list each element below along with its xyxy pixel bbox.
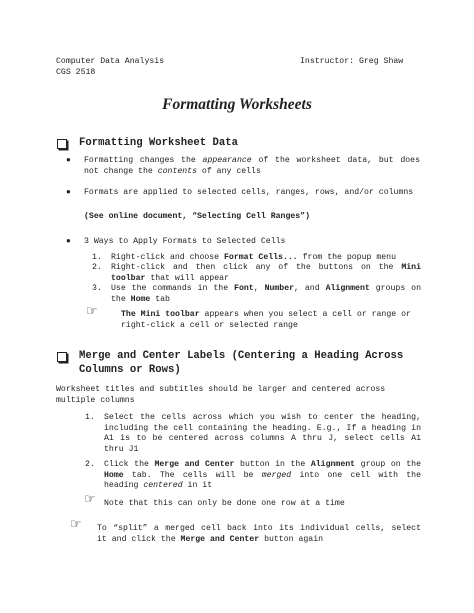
note-mini-toolbar: The Mini toolbar appears when you select a cell or range or right-click a cell or selected range [121, 310, 411, 330]
bullet-icon: ● [66, 156, 71, 165]
item-number: 1. [85, 413, 95, 422]
step-right-click-format-cells: Right-click and choose Format Cells... from the popup menu [111, 253, 396, 262]
step-use-commands: Use the commands in the Font, Number, and Alignment groups on the Home tab [111, 284, 421, 304]
step-number: 1. [92, 253, 102, 262]
bullet-icon: ● [66, 237, 71, 246]
item-number: 2. [85, 460, 95, 469]
bullet-three-ways: 3 Ways to Apply Formats to Selected Cells [84, 237, 286, 246]
page-title: Formatting Worksheets [162, 96, 312, 113]
see-online-document: (See online document, “Selecting Cell Ranges”) [84, 212, 311, 221]
pointing-hand-icon: ☞ [70, 517, 82, 532]
item-select-cells: Select the cells across which you wish to center the heading, including the cell containing the heading. E.g., If a heading in A1 is to be centered across columns A thru J, select cells A1 thru J1 [104, 413, 421, 454]
checkbox-bullet-icon [57, 139, 67, 149]
instructor-name: Instructor: Greg Shaw [300, 57, 404, 66]
section2-heading: Merge and Center Labels (Centering a Heading Across Columns or Rows) [79, 350, 404, 376]
note-one-row: Note that this can only be done one row at a time [104, 499, 345, 508]
step-right-click-mini-toolbar: Right-click and then click any of the buttons on the Mini toolbar that will appear [111, 263, 421, 283]
bullet-formatting-changes: Formatting changes the appearance of the worksheet data, but does not change the contents of any cells [84, 156, 420, 176]
checkbox-bullet-icon [57, 352, 67, 362]
course-name: Computer Data Analysis [56, 57, 165, 66]
pointing-hand-icon: ☞ [86, 304, 98, 319]
section2-intro: Worksheet titles and subtitles should be larger and centered across multiple columns [56, 385, 386, 405]
pointing-hand-icon: ☞ [84, 492, 96, 507]
bullet-icon: ● [66, 188, 71, 197]
step-number: 2. [92, 263, 102, 272]
course-code: CGS 2518 [56, 68, 96, 77]
section1-heading: Formatting Worksheet Data [79, 137, 238, 149]
note-split-merged-cell: To “split” a merged cell back into its individual cells, select it and click the Merge and Center button again [97, 524, 421, 544]
item-click-merge-center: Click the Merge and Center button in the Alignment group on the Home tab. The cells will be merged into one cell with the heading centered in it [104, 460, 421, 490]
bullet-formats-applied: Formats are applied to selected cells, ranges, rows, and/or columns [84, 188, 414, 197]
step-number: 3. [92, 284, 102, 293]
